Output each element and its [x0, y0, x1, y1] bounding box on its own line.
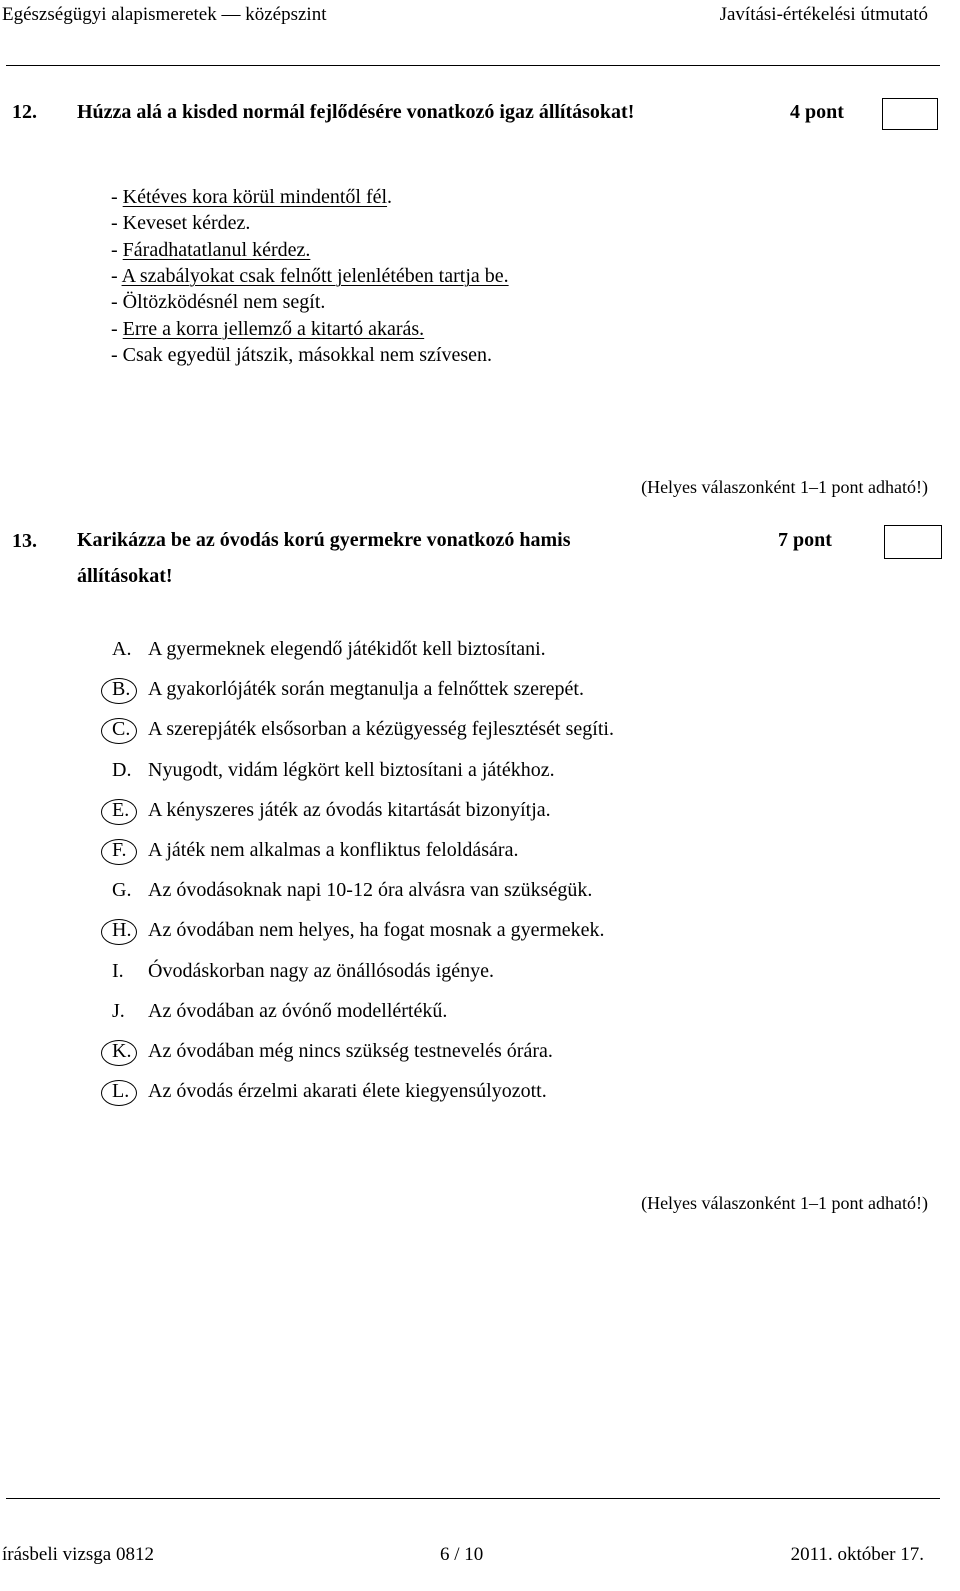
option-text: A szerepjáték elsősorban a kézügyesség fejlesztését segíti.	[148, 718, 614, 741]
header-rule	[6, 65, 940, 66]
option-letter-circled: B.	[112, 678, 138, 701]
option-letter: D.	[112, 758, 132, 781]
option-text: A játék nem alkalmas a konfliktus feloldására.	[148, 839, 519, 861]
option-letter: J.	[112, 999, 125, 1022]
question-text-line2: állításokat!	[77, 565, 173, 587]
option-letter-circled: H.	[112, 919, 138, 942]
score-box	[882, 98, 938, 130]
statement-item	[111, 265, 509, 288]
statement-item	[111, 186, 392, 209]
option-letter: G.	[112, 879, 132, 902]
statement-tail: .	[387, 186, 393, 208]
statement-dash: -	[111, 238, 123, 261]
question-number: 12.	[12, 101, 37, 123]
option-i	[112, 960, 494, 983]
option-text: Az óvodás érzelmi akarati élete kiegyensúlyozott.	[148, 1080, 547, 1103]
option-text: A kényszeres játék az óvodás kitartását bizonyítja.	[148, 798, 551, 821]
option-letter-circled: K.	[112, 1040, 138, 1063]
scoring-note: (Helyes válaszonként 1–1 pont adható!)	[641, 477, 928, 497]
option-f	[112, 839, 518, 862]
statement-text: Öltözködésnél nem segít.	[122, 291, 326, 314]
statement-dash: -	[111, 264, 122, 287]
score-box	[884, 525, 942, 559]
option-h	[112, 919, 605, 942]
option-letter-circled: E.	[112, 799, 138, 822]
question-number: 13.	[12, 530, 37, 552]
option-c	[112, 718, 614, 741]
option-text: Az óvodában még nincs szükség testnevelés órára.	[148, 1040, 553, 1062]
header-left: Egészségügyi alapismeretek — középszint	[2, 4, 327, 25]
footer-center: 6 / 10	[440, 1544, 484, 1565]
option-g	[112, 879, 592, 902]
footer-right: 2011. október 17.	[790, 1544, 924, 1565]
option-l	[112, 1080, 547, 1103]
statement-text: Erre a korra jellemző a kitartó akarás.	[122, 317, 425, 340]
statement-text: Fáradhatatlanul kérdez.	[122, 238, 311, 261]
option-text: Az óvodásoknak napi 10-12 óra alvásra van szükségük.	[148, 879, 593, 902]
option-j	[112, 1000, 447, 1023]
option-e	[112, 799, 551, 822]
statement-item	[111, 291, 325, 314]
statement-item	[111, 344, 492, 367]
statement-text: Kétéves kora körül mindentől fél	[122, 186, 388, 208]
footer-left: írásbeli vizsga 0812	[2, 1544, 154, 1565]
option-letter-circled: C.	[112, 718, 138, 741]
footer-rule	[6, 1498, 940, 1499]
option-text: Az óvodában nem helyes, ha fogat mosnak a gyermekek.	[148, 919, 605, 942]
option-letter-circled: F.	[112, 839, 138, 862]
option-letter: I.	[112, 959, 124, 982]
statement-dash: -	[111, 317, 123, 340]
statement-dash: -	[111, 186, 123, 208]
option-text: Óvodáskorban nagy az önállósodás igénye.	[148, 959, 495, 982]
question-text: Húzza alá a kisded normál fejlődésére vonatkozó igaz állításokat!	[77, 101, 635, 123]
statement-dash: -	[111, 212, 123, 235]
option-a	[112, 638, 546, 661]
option-text: Nyugodt, vidám légkört kell biztosítani a játékhoz.	[148, 758, 555, 781]
option-text: A gyermeknek elegendő játékidőt kell biztosítani.	[148, 638, 546, 660]
points-label: 4 pont	[790, 101, 844, 123]
option-letter: A.	[112, 638, 132, 660]
statement-item	[111, 212, 250, 235]
statement-text: A szabályokat csak felnőtt jelenlétében tartja be.	[121, 264, 509, 287]
option-b	[112, 678, 584, 701]
option-text: A gyakorlójáték során megtanulja a felnőttek szerepét.	[148, 678, 584, 701]
statement-dash: -	[111, 291, 123, 314]
statement-text: Keveset kérdez.	[122, 212, 251, 235]
option-k	[112, 1040, 553, 1063]
option-letter-circled: L.	[112, 1080, 138, 1103]
header-right: Javítási-értékelési útmutató	[719, 4, 928, 25]
question-text-line1: Karikázza be az óvodás korú gyermekre vonatkozó hamis	[77, 529, 571, 551]
statement-dash: -	[111, 343, 123, 366]
statement-item	[111, 318, 424, 341]
option-d	[112, 759, 555, 782]
points-label: 7 pont	[778, 529, 832, 551]
option-text: Az óvodában az óvónő modellértékű.	[148, 999, 448, 1022]
scoring-note: (Helyes válaszonként 1–1 pont adható!)	[641, 1193, 928, 1213]
statement-item	[111, 239, 310, 262]
statement-text: Csak egyedül játszik, másokkal nem szívesen.	[122, 343, 493, 366]
